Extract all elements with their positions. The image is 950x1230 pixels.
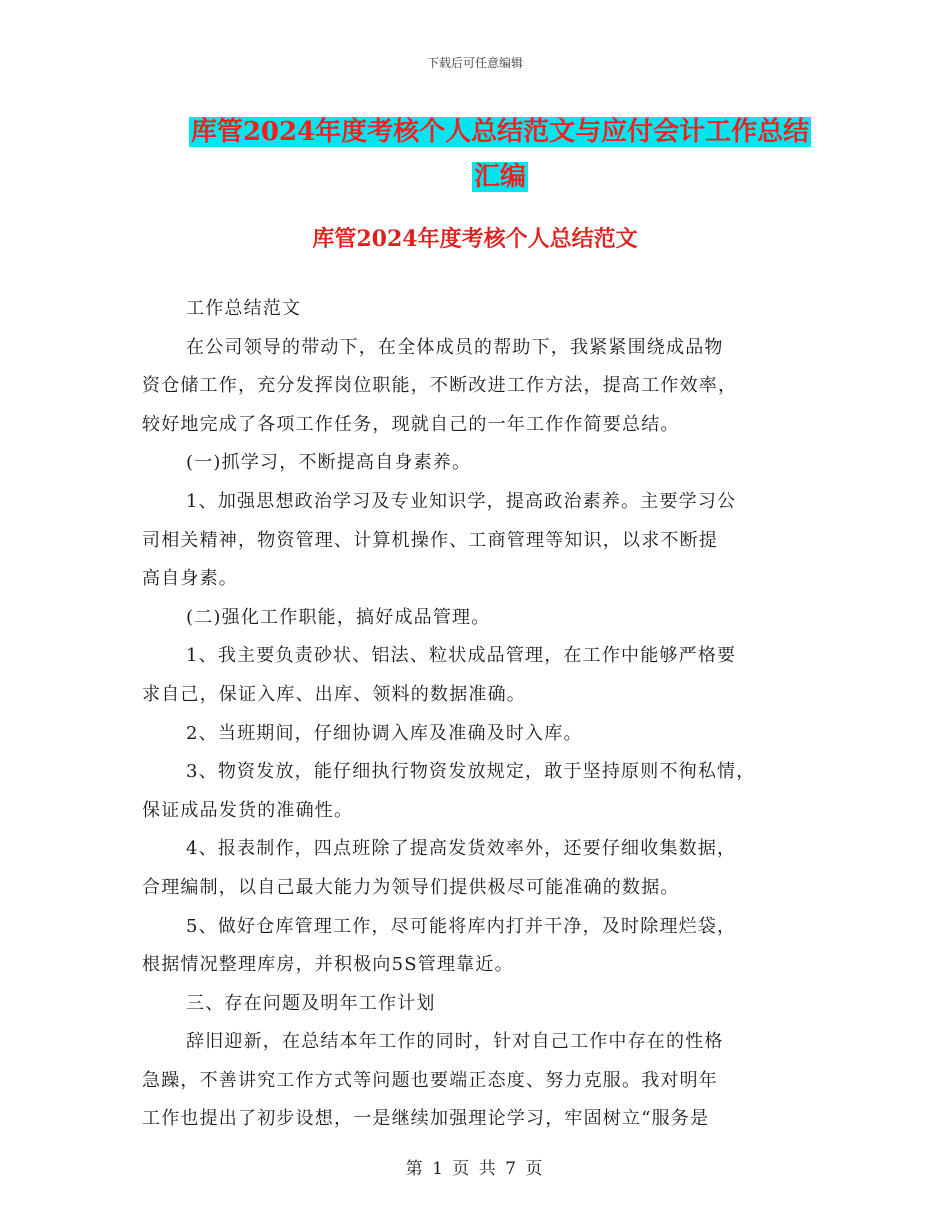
text-line: 工作总结范文 <box>186 298 302 319</box>
text-line: 在公司领导的带动下，在全体成员的帮助下，我紧紧围绕成品物 <box>186 336 724 358</box>
paragraph <box>142 483 822 599</box>
paragraph <box>142 715 822 754</box>
text-line: 保证成品发货的准确性。 <box>142 799 354 821</box>
text-line: 1、加强思想政治学习及专业知识学，提高政治素养。主要学习公 <box>186 490 737 512</box>
text-line: 1、我主要负责砂状、铝法、粒状成品管理，在工作中能够严格要 <box>186 645 737 667</box>
text-line: 司相关精神，物资管理、计算机操作、工商管理等知识，以求不断提 <box>142 529 718 551</box>
document-title-line-1: 库管2024年度考核个人总结范文与应付会计工作总结 <box>190 117 810 147</box>
paragraph <box>142 599 822 638</box>
paragraph <box>142 908 822 985</box>
text-line: 合理编制，以自己最大能力为领导们提供极尽可能准确的数据。 <box>142 876 680 898</box>
text-line: 急躁，不善讲究工作方式等问题也要端正态度、努力克服。我对明年 <box>142 1069 718 1091</box>
paragraph <box>142 1023 822 1139</box>
document-title-line-2: 汇编 <box>473 162 526 192</box>
text-line: 4、报表制作，四点班除了提高发货效率外，还要仔细收集数据， <box>186 838 737 860</box>
page-footer: 第 1 页 共 7 页 <box>405 1159 545 1179</box>
paragraph <box>142 830 822 907</box>
text-line: (一)抓学习，不断提高自身素养。 <box>186 452 472 474</box>
text-line: 高自身素。 <box>142 568 238 590</box>
paragraph <box>142 329 822 445</box>
paragraph <box>142 753 822 830</box>
text-line: 资仓储工作，充分发挥岗位职能，不断改进工作方法，提高工作效率， <box>142 375 738 397</box>
text-line: 根据情况整理库房，并积极向5S管理靠近。 <box>142 954 514 976</box>
text-line: 辞旧迎新，在总结本年工作的同时，针对自己工作中存在的性格 <box>186 1031 724 1053</box>
paragraph <box>142 290 822 329</box>
section-title: 库管2024年度考核个人总结范文 <box>312 226 638 252</box>
paragraph <box>142 444 822 483</box>
text-line: 2、当班期间，仔细协调入库及准确及时入库。 <box>186 722 583 744</box>
document-title <box>140 110 860 200</box>
header-note: 下载后可任意编辑 <box>426 56 523 70</box>
text-line: 5、做好仓库管理工作，尽可能将库内打并干净，及时除理烂袋， <box>186 915 737 937</box>
text-line: 工作也提出了初步设想，一是继续加强理论学习，牢固树立“服务是 <box>142 1108 710 1130</box>
paragraph <box>142 637 822 714</box>
text-line: (二)强化工作职能，搞好成品管理。 <box>186 606 491 628</box>
text-line: 三、存在问题及明年工作计划 <box>186 992 436 1014</box>
text-line: 较好地完成了各项工作任务，现就自己的一年工作作简要总结。 <box>142 413 680 435</box>
text-line: 3、物资发放，能仔细执行物资发放规定，敢于坚持原则不徇私情， <box>186 761 756 783</box>
body-text <box>142 290 822 1139</box>
paragraph <box>142 985 822 1024</box>
text-line: 求自己，保证入库、出库、领料的数据准确。 <box>142 683 526 705</box>
